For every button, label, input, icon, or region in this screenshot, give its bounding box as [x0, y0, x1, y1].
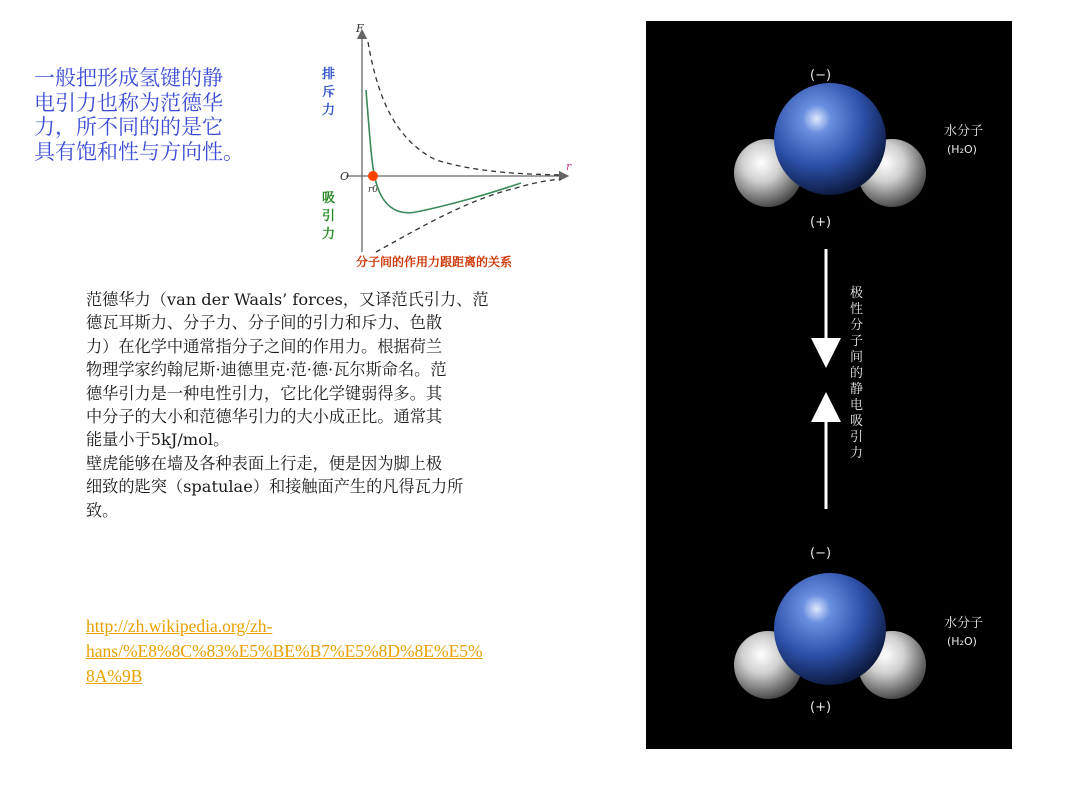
chart-caption: 分子间的作用力跟距离的关系 — [356, 255, 513, 269]
bottom-positive-charge: (+) — [810, 700, 832, 715]
force-char-5: 间 — [850, 350, 864, 365]
repulsion-char-1: 排 — [322, 67, 336, 82]
intro-line-1: 一般把形成氢键的静 — [34, 66, 223, 90]
force-char-7: 静 — [850, 382, 864, 397]
bottom-molecule-name: 水分子 — [944, 616, 984, 631]
wikipedia-link[interactable] — [86, 614, 483, 689]
body-line-9: 细致的匙突（spatulae）和接触面产生的凡得瓦力所 — [86, 477, 464, 497]
bottom-oxygen — [774, 573, 886, 685]
repulsion-char-2: 斥 — [322, 85, 336, 100]
intro-line-3: 力，所不同的的是它 — [34, 115, 223, 139]
body-line-3: 力）在化学中通常指分子之间的作用力。根据荷兰 — [86, 336, 443, 356]
body-line-6: 中分子的大小和范德华引力的大小成正比。通常其 — [86, 407, 443, 427]
attraction-dashed-curve — [376, 179, 561, 252]
y-axis-letter: F — [356, 22, 364, 35]
body-paragraph — [86, 288, 606, 522]
attraction-char-3: 力 — [322, 227, 336, 242]
top-oxygen — [774, 83, 886, 195]
bottom-negative-charge: (−) — [810, 546, 832, 561]
intro-line-4: 具有饱和性与方向性。 — [34, 139, 244, 164]
top-molecule-name: 水分子 — [944, 124, 984, 139]
net-force-curve — [366, 90, 521, 213]
force-char-1: 极 — [850, 286, 864, 301]
link-line-3[interactable]: 8A%9B — [86, 666, 143, 686]
origin-label: O — [340, 170, 350, 183]
force-char-11: 力 — [850, 446, 864, 461]
force-char-6: 的 — [850, 366, 864, 381]
attraction-char-2: 引 — [322, 209, 336, 224]
top-molecule-formula: (H₂O) — [947, 143, 977, 156]
force-char-10: 引 — [850, 430, 864, 445]
force-char-3: 分 — [850, 318, 864, 333]
intro-paragraph — [34, 66, 296, 164]
body-line-1: 范德华力（van der Waals’ forces，又译范氏引力、范 — [86, 290, 489, 309]
intro-line-2: 电引力也称为范德华 — [34, 90, 223, 115]
body-line-5: 德华引力是一种电性引力，它比化学键弱得多。其 — [86, 383, 443, 403]
force-distance-chart — [316, 20, 578, 270]
body-line-2: 德瓦耳斯力、分子力、分子间的引力和斥力、色散 — [86, 313, 443, 333]
link-line-2[interactable]: hans/%E8%8C%83%E5%BE%B7%E5%8D%8E%E5% — [86, 641, 483, 661]
top-positive-charge: (+) — [810, 215, 832, 230]
repulsion-char-3: 力 — [322, 103, 336, 118]
equilibrium-point — [368, 171, 378, 181]
repulsion-dashed-curve — [368, 42, 561, 175]
attraction-char-1: 吸 — [322, 191, 336, 206]
body-line-7: 能量小于5kJ/mol。 — [86, 430, 230, 450]
bottom-molecule-formula: (H₂O) — [947, 635, 977, 648]
force-char-2: 性 — [850, 302, 864, 317]
force-char-4: 子 — [850, 334, 864, 349]
water-molecule-diagram — [646, 21, 1012, 749]
x-axis-letter: r — [566, 160, 572, 173]
body-line-8: 壁虎能够在墙及各种表面上行走，便是因为脚上极 — [86, 453, 443, 473]
top-negative-charge: (−) — [810, 68, 832, 83]
link-line-1[interactable]: http://zh.wikipedia.org/zh- — [86, 616, 273, 636]
body-line-10: 致。 — [86, 500, 119, 520]
r0-label: r0 — [368, 185, 379, 195]
force-char-9: 吸 — [850, 414, 864, 429]
force-char-8: 电 — [850, 398, 864, 413]
body-line-4: 物理学家约翰尼斯·迪德里克·范·德·瓦尔斯命名。范 — [86, 360, 447, 380]
